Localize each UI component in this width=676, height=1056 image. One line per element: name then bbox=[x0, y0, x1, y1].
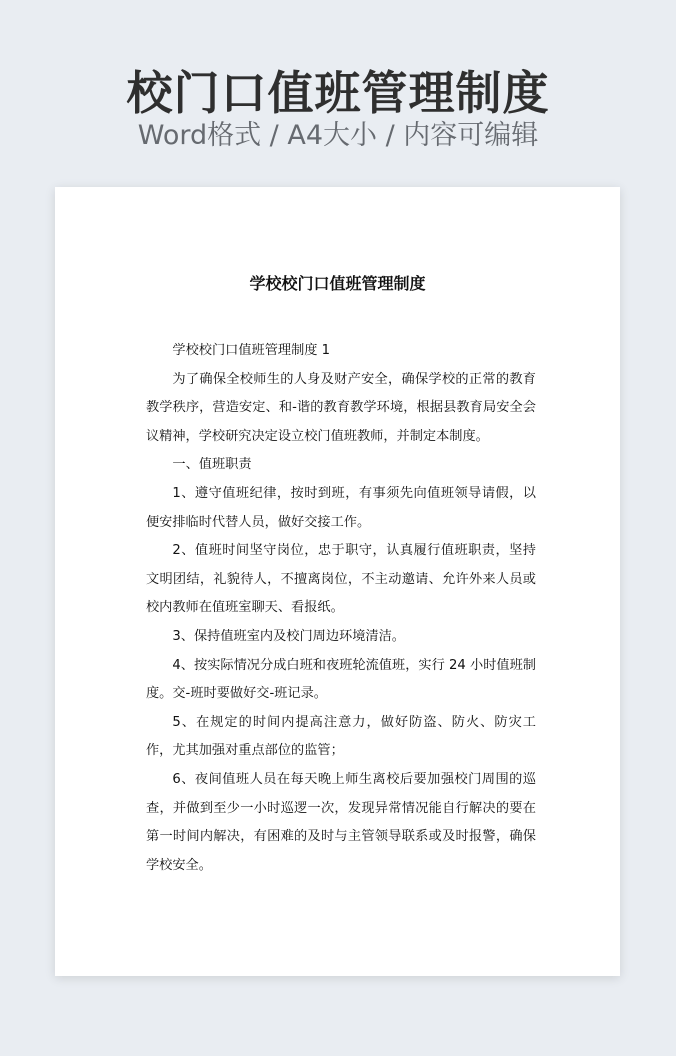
section-heading: 一、值班职责 bbox=[172, 457, 252, 473]
paragraph: 3、保持值班室内及校门周边环境清洁。 bbox=[172, 628, 405, 644]
paragraph: 1、遵守值班纪律，按时到班，有事须先向值班领导请假，以便安排临时代替人员，做好交接工作。 bbox=[146, 485, 536, 530]
page-title: 校门口值班管理制度 bbox=[126, 66, 550, 120]
document-body bbox=[146, 337, 536, 880]
page-subtitle: Word格式 / A4大小 / 内容可编辑 bbox=[137, 120, 539, 151]
paragraph: 为了确保全校师生的人身及财产安全，确保学校的正常的教育教学秩序，营造安定、和-谐的教育教学环境，根据县教育局安全会议精神，学校研究决定设立校门值班教师，并制定本制度。 bbox=[146, 371, 536, 444]
paragraph: 6、夜间值班人员在每天晚上师生离校后要加强校门周围的巡查，并做到至少一小时巡逻一次，发现异常情况能自行解决的要在第一时间内解决，有困难的及时与主管领导联系或及时报警，确保学校安全。 bbox=[146, 771, 536, 873]
document-title: 学校校门口值班管理制度 bbox=[249, 274, 426, 293]
paragraph: 4、按实际情况分成白班和夜班轮流值班，实行 24 小时值班制度。交-班时要做好交-班记录。 bbox=[146, 657, 536, 702]
paragraph: 2、值班时间坚守岗位，忠于职守，认真履行值班职责，坚持文明团结，礼貌待人，不擅离岗位，不主动邀请、允许外来人员或校内教师在值班室聊天、看报纸。 bbox=[146, 543, 536, 616]
paragraph: 学校校门口值班管理制度 1 bbox=[172, 343, 331, 358]
paragraph: 5、在规定的时间内提高注意力，做好防盗、防火、防灾工作，尤其加强对重点部位的监管； bbox=[146, 714, 536, 759]
document-sheet bbox=[55, 187, 620, 976]
